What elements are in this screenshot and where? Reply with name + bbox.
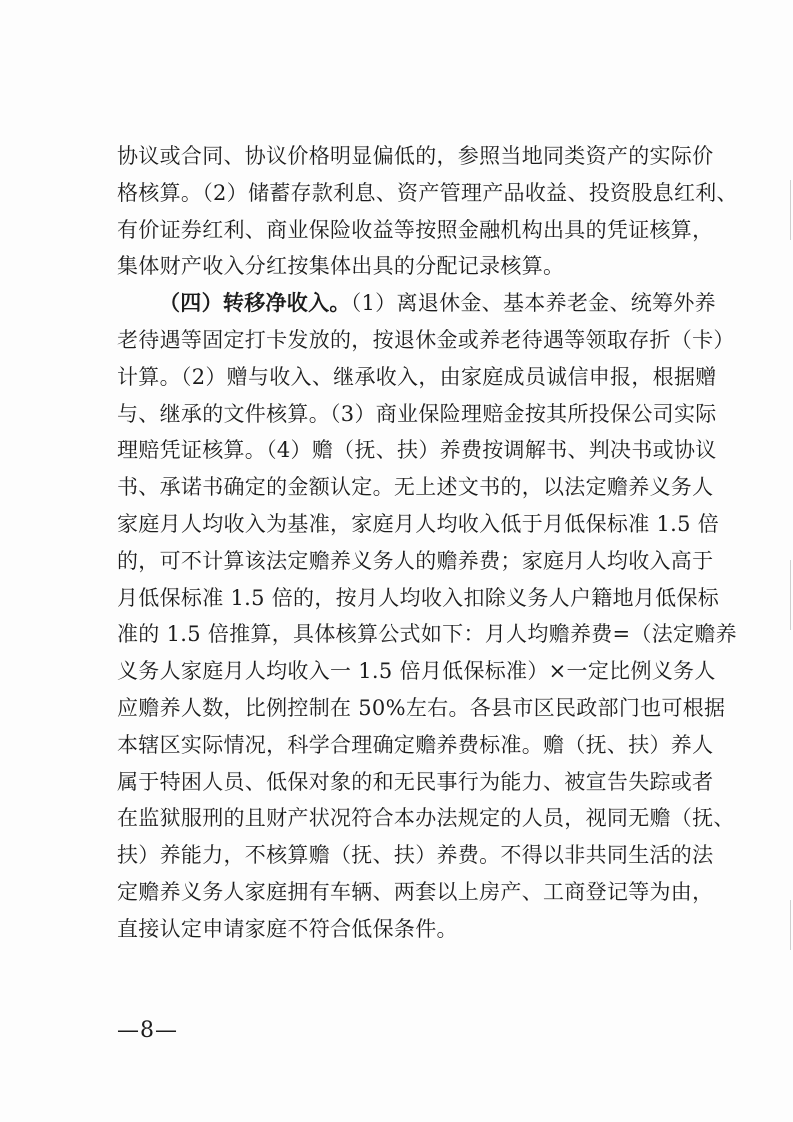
- scan-edge-mark: [790, 180, 791, 240]
- text-line: 的，可不计算该法定赡养义务人的赡养费；家庭月人均收入高于: [117, 548, 714, 573]
- section-first-line: [117, 285, 716, 322]
- text-line: 理赔凭证核算。（4）赡（抚、扶）养费按调解书、判决书或协议: [117, 438, 717, 463]
- text-line: 家庭月人均收入为基准，家庭月人均收入低于月低保标准 1.5 倍: [117, 511, 720, 536]
- text-line: 集体财产收入分红按集体出具的分配记录核算。: [117, 254, 565, 279]
- text-line: 老待遇等固定打卡发放的，按退休金或养老待遇等领取存折（卡）: [117, 327, 735, 352]
- text-line: 格核算。（2）储蓄存款利息、资产管理产品收益、投资股息红利、: [117, 180, 738, 205]
- text-line: 扶）养能力，不核算赡（抚、扶）养费。不得以非共同生活的法: [117, 843, 714, 868]
- text-line: 书、承诺书确定的金额认定。无上述文书的，以法定赡养义务人: [117, 475, 714, 500]
- section-first-line-text: （1）离退休金、基本养老金、统筹外养: [350, 291, 716, 316]
- section-heading: （四）转移净收入。: [159, 290, 351, 316]
- text-line: 直接认定申请家庭不符合低保条件。: [117, 916, 458, 941]
- text-line: 协议或合同、协议价格明显偏低的，参照当地同类资产的实际价: [117, 144, 714, 168]
- page-number: —8—: [117, 1018, 178, 1043]
- text-line: 定赡养义务人家庭拥有车辆、两套以上房产、工商登记等为由，: [117, 879, 714, 904]
- text-line: 属于特困人员、低保对象的和无民事行为能力、被宣告失踪或者: [117, 769, 714, 794]
- text-line: 本辖区实际情况，科学合理确定赡养费标准。赡（抚、扶）养人: [117, 732, 714, 757]
- text-line: 月低保标准 1.5 倍的，按月人均收入扣除义务人户籍地月低保标: [117, 585, 720, 610]
- text-line: 义务人家庭月人均收入一 1.5 倍月低保标准）×一定比例义务人: [117, 659, 716, 684]
- text-line: 有价证券红利、商业保险收益等按照金融机构出具的凭证核算，: [117, 217, 714, 242]
- scan-edge-mark: [790, 900, 791, 950]
- text-line: 在监狱服刑的且财产状况符合本办法规定的人员，视同无赡（抚、: [117, 806, 735, 831]
- text-line: 与、继承的文件核算。（3）商业保险理赔金按其所投保公司实际: [117, 401, 717, 426]
- scan-edge-mark: [790, 560, 791, 630]
- text-line: 准的 1.5 倍推算，具体核算公式如下：月人均赡养费=（法定赡养: [117, 622, 737, 647]
- body-text: [117, 138, 738, 948]
- text-line: 应赡养人数，比例控制在 50%左右。各县市区民政部门也可根据: [117, 695, 726, 720]
- text-line: 计算。（2）赠与收入、继承收入，由家庭成员诚信申报，根据赠: [117, 364, 717, 389]
